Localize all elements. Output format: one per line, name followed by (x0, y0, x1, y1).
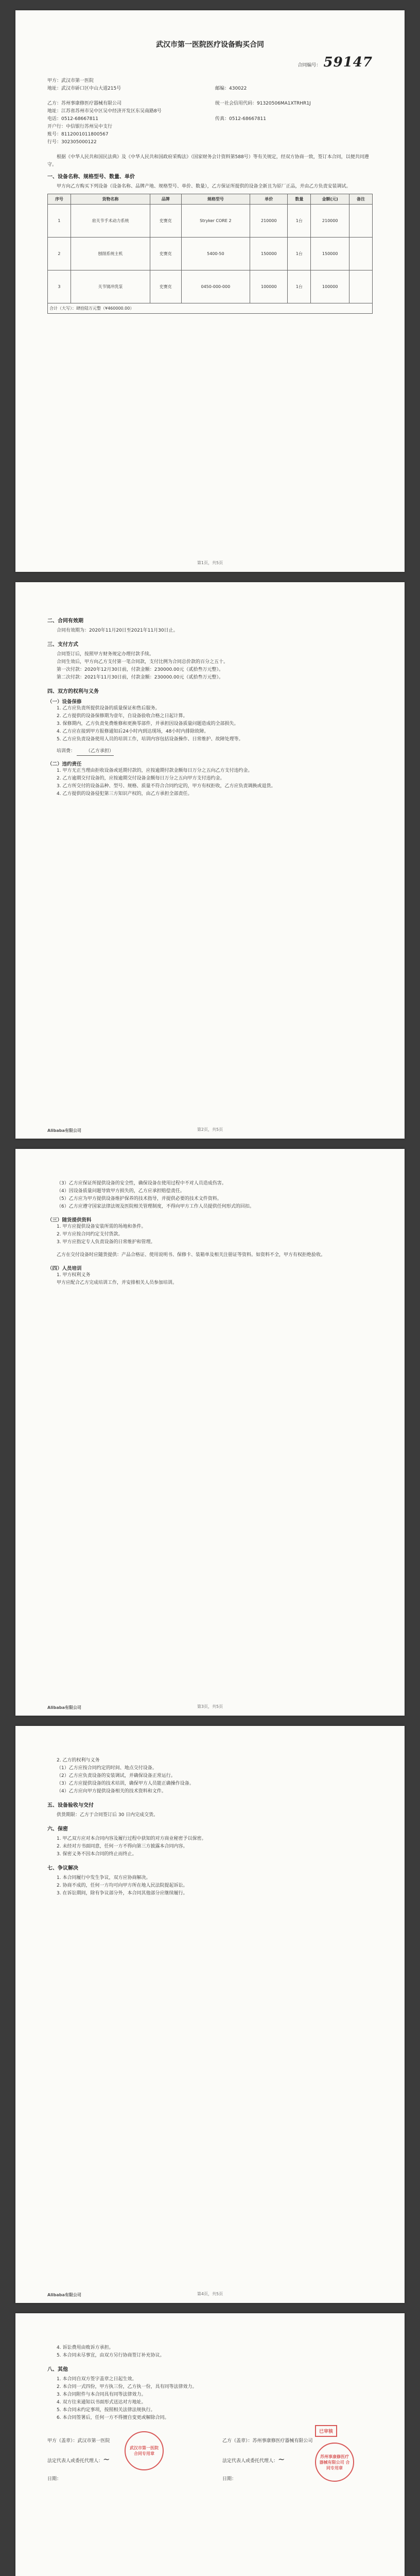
page-4-line: （1）乙方应按合同约定的时间、地点交付设备。 (57, 1766, 157, 1771)
table-cell (349, 270, 373, 303)
party-b-fax: 传真：0512-68667811 (215, 116, 266, 122)
table-cell: 史赛克 (150, 270, 181, 303)
section-5-body: 供货期限：乙方于合同签订后 30 日内完成交货。 (57, 1812, 159, 1818)
section-6-line: 3. 保密义务不因本合同的终止而终止。 (57, 1852, 137, 1857)
table-total-row (48, 303, 373, 314)
page-4-line: 2. 乙方的权利与义务 (57, 1758, 100, 1763)
section-5-title: 五、设备验收与交付 (47, 1803, 94, 1808)
training-fee-value: （乙方承担） (77, 748, 114, 756)
table-header-cell: 序号 (48, 194, 71, 205)
table-row (48, 238, 373, 270)
table-row (48, 205, 373, 238)
table-header-cell: 规格型号 (181, 194, 250, 205)
section-8-line: 2. 本合同一式四份，甲方执三份，乙方执一份，具有同等法律效力。 (57, 2384, 197, 2389)
section-8-line: 6. 本合同签署后，任何一方不得擅自变更或解除合同。 (57, 2415, 169, 2420)
handwritten-signature-a: ~ (103, 2454, 110, 2464)
party-a-block (47, 77, 373, 93)
sign-b-label: 乙方（盖章）： (222, 2438, 253, 2444)
section-6-title: 六、保密 (47, 1826, 68, 1832)
page-5-line: 5. 本合同未尽事宜，由双方另行协商签订补充协议。 (57, 2353, 165, 2358)
table-cell: 0450-000-000 (181, 270, 250, 303)
contract-page-4 (15, 1726, 405, 2303)
page-3-list-item: 甲方应配合乙方完成培训工作，并安排相关人员参加培训。 (57, 1280, 178, 1285)
section-4-line: 2. 乙方逾期交付设备的，应按逾期交付设备金额每日万分之五向甲方支付违约金。 (57, 776, 225, 781)
party-b-seal-text: 苏州事康修医疗器械有限公司 合同专用章 (319, 2454, 350, 2470)
table-total: 合计（大写）：肆拾陆万元整（¥460000.00） (48, 303, 373, 314)
party-b-code: 统一社会信用代码：91320506MA1XTRHR1J (215, 101, 311, 106)
section-8-title: 八、其他 (47, 2367, 68, 2372)
contract-number-handwritten: 59147 (323, 55, 373, 70)
contract-number-row (47, 55, 373, 70)
page-4-line: （2）乙方应负责设备的安装调试，并确保设备正常运行。 (57, 1773, 176, 1778)
section-3-line: 第二次付款：2021年11月30日前，付款金额：230000.00元（贰拾叁万元整）。 (57, 675, 223, 680)
party-b-phone: 电话：0512-68667811 (47, 116, 98, 122)
section-7-title: 七、争议解决 (47, 1866, 78, 1871)
table-cell: 1台 (288, 238, 311, 270)
section-4-line: 1. 甲方无正当理由拒收设备或延期付款的，应按逾期付款金额每日万分之五向乙方支付违约金。 (57, 768, 253, 773)
section-4-sub-2: （二）违约责任 (47, 761, 82, 767)
brand-mark: Alibaba有限公司 (47, 2293, 81, 2297)
page-3-line: （3）乙方应保证所提供设备的安全性，确保设备在使用过程中不对人员造成伤害。 (57, 1181, 226, 1186)
table-header-cell: 单价 (250, 194, 288, 205)
section-7-line: 1. 本合同履行中发生争议，双方应协商解决。 (57, 1875, 151, 1880)
party-b-bank: 开户行：中信银行苏州吴中支行 (47, 124, 113, 129)
section-4-line: 5. 乙方应负责设备使用人员的培训工作，培训内容包括设备操作、日常维护、故障处理等。 (57, 737, 243, 742)
table-header-cell: 金额(元) (311, 194, 349, 205)
section-8-line: 4. 双方往来通知以书面形式送达对方地址。 (57, 2400, 146, 2405)
section-3-line: 合同生效后，甲方向乙方支付第一笔合同款，支付比例为合同总价款的百分之五十。 (57, 659, 229, 665)
party-a-seal (125, 2431, 164, 2470)
contract-intro: 根据《中华人民共和国民法典》及《中华人民共和国政府采购法》（国家财务会计资料第588号）等有关规定，经双方协商一致，签订本合同，以便共同遵守。 (47, 155, 369, 167)
table-cell: 1台 (288, 270, 311, 303)
contract-page-5 (15, 2313, 405, 2576)
sign-b-rep: 法定代表人或委托代理人： (222, 2459, 278, 2464)
page-number: 第1页，共5页 (197, 561, 223, 565)
section-3-line: 合同签订后，按照甲方财务规定办理付款手续。 (57, 652, 154, 657)
party-a-postcode: 邮编：430022 (215, 86, 247, 91)
equipment-table-header (48, 194, 373, 205)
party-a-address: 地址：武汉市硚口区中山大道215号 (47, 86, 121, 91)
section-4-line: 3. 乙方所交付的设备品种、型号、规格、质量不符合合同约定的，甲方有权拒收，乙方应负责调换或退货。 (57, 784, 276, 789)
table-header-cell: 品牌 (150, 194, 181, 205)
table-header-cell: 备注 (349, 194, 373, 205)
signature-block (47, 2429, 373, 2515)
section-8-line: 1. 本合同自双方签字盖章之日起生效。 (57, 2377, 137, 2382)
section-7-line: 3. 在诉讼期间，除有争议部分外，本合同其他部分应继续履行。 (57, 1891, 188, 1896)
page-3-list-item: 1. 甲方权利义务 (57, 1273, 91, 1278)
contract-title: 武汉市第一医院医疗设备购买合同 (156, 41, 264, 49)
section-1-title: 一、设备名称、规格型号、数量、单价 (47, 174, 135, 180)
training-fee-row (47, 748, 373, 756)
page-number: 第2页，共5页 (197, 1127, 223, 1132)
equipment-table (47, 194, 373, 314)
contract-page-3 (15, 1149, 405, 1716)
party-a-name: 甲方：武汉市第一医院 (47, 78, 94, 83)
contract-page-2 (15, 582, 405, 1139)
section-4-line: 4. 乙方应在接到甲方报修通知后24小时内到达现场，48小时内排除故障。 (57, 729, 209, 734)
section-3-title: 三、支付方式 (47, 642, 78, 648)
table-cell (349, 238, 373, 270)
section-4-line: 2. 乙方提供的设备保修期为壹年，自设备验收合格之日起计算。 (57, 714, 188, 719)
training-fee-label: 培训费： (57, 749, 76, 754)
section-4-sub-1: （一）设备保修 (47, 699, 82, 705)
table-cell: 3 (48, 270, 71, 303)
page-3-body-2: 乙方在交付设备时应随货提供：产品合格证、使用说明书、保修卡、装箱单及相关注册证等资料。如资料不全，甲方有权拒绝验收。 (57, 1252, 326, 1258)
table-cell: 1台 (288, 205, 311, 238)
page-5-line: 4. 诉讼费用由败诉方承担。 (57, 2345, 114, 2350)
table-cell: 210000 (250, 205, 288, 238)
table-cell (349, 205, 373, 238)
table-cell: 史赛克 (150, 238, 181, 270)
table-cell: 210000 (311, 205, 349, 238)
party-b-bank-no: 行号：302305000122 (47, 140, 97, 145)
table-cell: 肩关节手术动力系统 (71, 205, 150, 238)
section-8-line: 5. 本合同未约定事项，按照相关法律法规执行。 (57, 2408, 155, 2413)
sign-a-name: 武汉市第一医院 (77, 2438, 110, 2444)
contract-number-label: 合同编号： (297, 63, 321, 68)
page-4-line: （3）乙方应提供设备的技术培训，确保甲方人员能正确操作设备。 (57, 1781, 194, 1786)
section-1-desc: 甲方向乙方购买下列设备（设备名称、品牌产地、规格型号、单价、数量），乙方保证所提供的设备全新且为原厂正品，并由乙方负责安装调试。 (57, 184, 351, 189)
section-3-line: 第一次付款：2020年12月30日前，付款金额：230000.00元（贰拾叁万元整）。 (57, 667, 223, 672)
table-cell: 100000 (250, 270, 288, 303)
table-cell: 100000 (311, 270, 349, 303)
sign-b-date: 日期： (222, 2477, 237, 2482)
page-number: 第3页，共5页 (197, 1704, 223, 1709)
table-cell: 150000 (311, 238, 349, 270)
section-4-line: 4. 乙方提供的设备侵犯第三方知识产权的，由乙方承担全部责任。 (57, 791, 192, 796)
page-3-line: （4）因设备质量问题导致甲方损失的，乙方应承担赔偿责任。 (57, 1189, 185, 1194)
page-4-line: （4）乙方应向甲方提供设备相关的技术资料和文件。 (57, 1789, 166, 1794)
section-2-title: 二、合同有效期 (47, 618, 83, 624)
party-b-name: 乙方：苏州事康修医疗器械有限公司 (47, 101, 122, 106)
section-6-line: 2. 未经对方书面同意，任何一方不得向第三方披露本合同内容。 (57, 1844, 188, 1849)
sign-a-label: 甲方（盖章）： (47, 2438, 78, 2444)
brand-mark: Alibaba有限公司 (47, 1705, 81, 1710)
table-cell: Stryker CORE 2 (181, 205, 250, 238)
section-4-line: 3. 保修期内，乙方负责免费维修和更换零部件，并承担因设备质量问题造成的全部损失。 (57, 721, 239, 726)
table-cell: 史赛克 (150, 205, 181, 238)
sign-b-name: 苏州事康修医疗器械有限公司 (252, 2438, 313, 2444)
party-b-account: 账号：8112001011800567 (47, 132, 109, 137)
section-6-line: 1. 甲乙双方应对本合同内容及履行过程中获知的对方商业秘密予以保密。 (57, 1836, 206, 1841)
party-a-seal-text: 武汉市第一医院 合同专用章 (130, 2446, 159, 2456)
party-b-address: 地址：江苏省苏州市吴中区吴中经济开发区东吴南路8号 (47, 109, 162, 114)
brand-mark: Alibaba有限公司 (47, 1128, 81, 1133)
page-3-line: （5）乙方应为甲方提供设备维护保养的技术指导，并提供必要的技术文件资料。 (57, 1196, 222, 1201)
table-cell: 150000 (250, 238, 288, 270)
page-number: 第4页，共5页 (197, 2292, 223, 2296)
page-3-list-item: 3. 甲方应指定专人负责设备的日常维护和管理。 (57, 1240, 155, 1245)
section-4-line: 1. 乙方应负责所提供设备的质量保证和售后服务。 (57, 706, 160, 711)
page-3-list-item: 2. 甲方应按合同约定支付货款。 (57, 1232, 123, 1237)
table-row (48, 270, 373, 303)
table-cell: 2 (48, 238, 71, 270)
party-b-seal (315, 2443, 354, 2482)
signature-party-a (47, 2437, 202, 2483)
table-header-cell: 货物名称 (71, 194, 150, 205)
sign-a-rep-row (47, 2455, 202, 2465)
section-7-line: 2. 协商不成的，任何一方均可向甲方所在地人民法院提起诉讼。 (57, 1883, 188, 1888)
section-2-body: 合同有效期为：2020年11月20日至2021年11月30日止。 (57, 628, 178, 633)
page-3-sub-1: （三）随货提供资料 (47, 1217, 92, 1223)
page-3-list-item: 1. 甲方应提供设备安装所需的场地和条件。 (57, 1224, 146, 1229)
party-b-block (47, 100, 373, 146)
section-8-line: 3. 本合同附件与本合同具有同等法律效力。 (57, 2392, 146, 2397)
table-cell: 1 (48, 205, 71, 238)
sign-a-date: 日期： (47, 2477, 62, 2482)
table-header-cell: 数量 (288, 194, 311, 205)
page-3-line: （6）乙方应遵守国家法律法规及医院相关管理制度，不得向甲方工作人员提供任何形式的回扣。 (57, 1204, 254, 1209)
section-4-title: 四、双方的权利与义务 (47, 689, 99, 694)
handwritten-signature-b: ~ (278, 2454, 285, 2464)
contract-page-1 (15, 10, 405, 572)
page-3-sub-2: （四）人员培训 (47, 1266, 82, 1272)
review-stamp: 已审核 (315, 2425, 337, 2437)
table-cell: 关节镜冲洗泵 (71, 270, 150, 303)
table-cell: 5400-50 (181, 238, 250, 270)
table-cell: 刨削系统主机 (71, 238, 150, 270)
sign-a-rep: 法定代表人或委托代理人： (47, 2459, 103, 2464)
